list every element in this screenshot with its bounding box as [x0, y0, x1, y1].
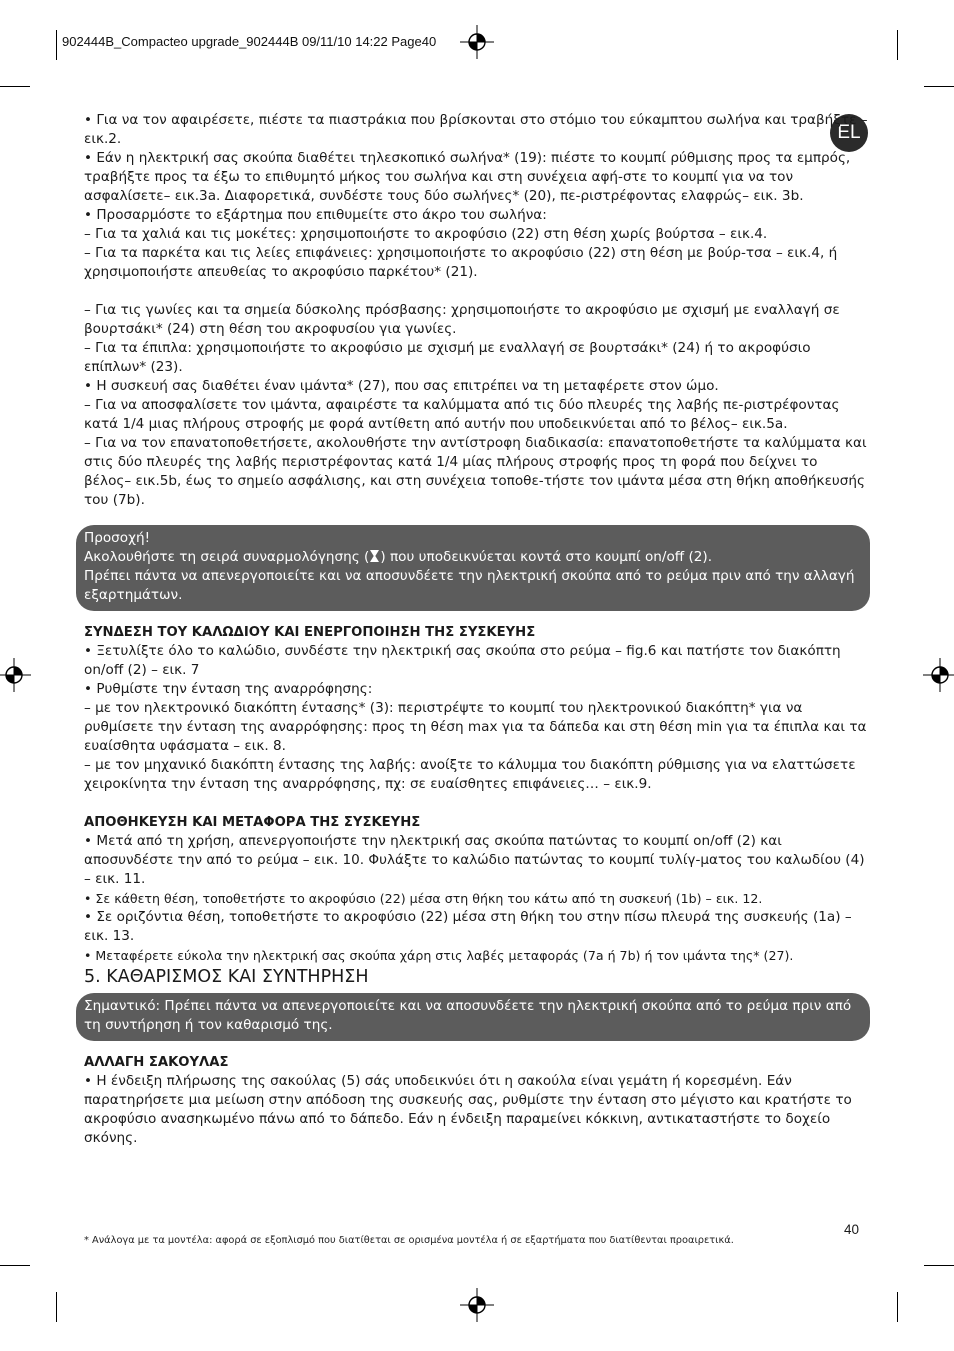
- crop-mark: [897, 30, 898, 60]
- warning-line: Ακολουθήστε τη σειρά συναρμολόγησης ( ) που υποδεικνύεται κοντά στο κουμπί on/off (2).: [84, 549, 713, 565]
- section-heading: ΑΠΟΘΗΚΕΥΣΗ ΚΑΙ ΜΕΤΑΦΟΡΑ ΤΗΣ ΣΥΣΚΕΥΗΣ: [84, 815, 421, 830]
- paragraph: • Ξετυλίξτε όλο το καλώδιο, συνδέστε την ηλεκτρική σας σκούπα στο ρεύμα – fig.6 και πατήστε τον διακόπτη on/off (2) – εικ. 7: [84, 643, 841, 678]
- paragraph: – Για τα έπιπλα: χρησιμοποιήστε το ακροφύσιο με σχισμή με εναλλαγή σε βουρτσάκι* (24) ή το ακροφύσιο επίπλων* (23).: [84, 340, 811, 375]
- footnote: * Ανάλογα με τα μοντέλα: αφορά σε εξοπλισμό που διατίθεται σε ορισμένα μοντέλα ή σε εξαρτήματα που διατίθενται προαιρετικά.: [84, 1235, 734, 1246]
- registration-mark-icon: [923, 658, 954, 692]
- paragraph: • Η ένδειξη πλήρωσης της σακούλας (5) σάς υποδεικνύει ότι η σακούλα είναι γεμάτη ή κορεσμένη. Εάν παρατηρήσετε μια μείωση στην απόδοση της συσκευής σας, ρυθμίστε την ένταση στο μέγιστο και κρατήστε το ακροφύσιο ανασηκωμένο πάνω από το δάπεδο. Εάν η ένδειξη παραμείνει κόκκινη, αντικαταστήστε το δοχείο σκόνης.: [84, 1073, 852, 1146]
- paragraph: – με τον ηλεκτρονικό διακόπτη έντασης* (3): περιστρέψτε το κουμπί του ηλεκτρονικού διακόπτη* για να ρυθμίσετε την ένταση της αναρρόφησης: προς τη θέση max για τα δάπεδα και στη θέση min για τα έπιπλα και τα ευαίσθητα υφάσματα – εικ. 8.: [84, 700, 867, 754]
- warning-box: [76, 525, 870, 611]
- registration-mark-icon: [460, 25, 494, 59]
- notice-text: Σημαντικό: Πρέπει πάντα να απενεργοποιείτε και να αποσυνδέετε την ηλεκτρική σκούπα από το ρεύμα πριν από τη συντήρηση ή τον καθαρισμό της.: [84, 998, 852, 1033]
- paragraph: • Ρυθμίστε την ένταση της αναρρόφησης:: [84, 681, 373, 697]
- paragraph: • Για να τον αφαιρέσετε, πιέστε τα πιαστράκια που βρίσκονται στο στόμιο του εύκαμπτου σωλήνα και τραβήξτε – εικ.2.: [84, 112, 868, 147]
- section-heading: ΣΥΝΔΕΣΗ ΤΟΥ ΚΑΛΩΔΙΟΥ ΚΑΙ ΕΝΕΡΓΟΠΟΙΗΣΗ ΤΗΣ ΣΥΣΚΕΥΗΣ: [84, 625, 536, 640]
- language-badge: EL: [830, 114, 868, 152]
- hourglass-icon: [370, 550, 379, 562]
- crop-mark: [56, 30, 57, 60]
- crop-mark: [924, 86, 954, 87]
- paragraph: • Σε κάθετη θέση, τοποθετήστε το ακροφύσιο (22) μέσα στη θήκη του κάτω από τη συσκευή (1b) – εικ. 12.: [84, 891, 763, 906]
- paragraph: • Μετά από τη χρήση, απενεργοποιήστε την ηλεκτρική σας σκούπα πατώντας το κουμπί on/off (2) και αποσυνδέστε την από το ρεύμα – εικ. 10. Φυλάξτε το καλώδιο πατώντας το κουμπί τυλίγ-ματος του καλωδίου (4) – εικ. 11.: [84, 833, 865, 887]
- crop-mark: [897, 1292, 898, 1322]
- registration-mark-icon: [460, 1288, 494, 1322]
- page-body: [84, 111, 868, 1148]
- paragraph: • Η συσκευή σας διαθέτει έναν ιμάντα* (27), που σας επιτρέπει να τη μεταφέρετε στον ώμο.: [84, 378, 719, 394]
- registration-mark-icon: [0, 658, 31, 692]
- page-number: 40: [844, 1222, 860, 1237]
- section-heading: ΑΛΛΑΓΗ ΣΑΚΟΥΛΑΣ: [84, 1055, 229, 1070]
- paragraph: • Σε οριζόντια θέση, τοποθετήστε το ακροφύσιο (22) μέσα στη θήκη του στην πίσω πλευρά της συσκευής (1a) – εικ. 13.: [84, 909, 852, 944]
- crop-mark: [56, 1292, 57, 1322]
- warning-title: Προσοχή!: [84, 530, 151, 546]
- paragraph: – Για να αποσφαλίσετε τον ιμάντα, αφαιρέστε τα καλύμματα από τις δύο πλευρές της λαβής πε-ριστρέφοντας κατά 1/4 μιας πλήρους στροφής με φορά αντίθετη από αυτήν που υποδεικνύεται από το βέλος– εικ.5a.: [84, 397, 840, 432]
- warning-line: Πρέπει πάντα να απενεργοποιείτε και να αποσυνδέετε την ηλεκτρική σκούπα από το ρεύμα πριν από την αλλαγή εξαρτημάτων.: [84, 568, 855, 603]
- crop-mark: [0, 1265, 30, 1266]
- crop-mark: [0, 86, 30, 87]
- paragraph: – Για τα παρκέτα και τις λείες επιφάνειες: χρησιμοποιήστε το ακροφύσιο (22) στη θέση με βούρ-τσα – εικ.4, ή χρησιμοποιήστε απευθείας το ακροφύσιο παρκέτου* (21).: [84, 245, 838, 280]
- paragraph: – με τον μηχανικό διακόπτη έντασης της λαβής: ανοίξτε το κάλυμμα του διακόπτη ρύθμισης για να ελαττώσετε χειροκίνητα την ένταση της αναρρόφησης, πχ: σε ευαίσθητες επιφάνειες… – εικ.9.: [84, 757, 856, 792]
- paragraph: • Εάν η ηλεκτρική σας σκούπα διαθέτει τηλεσκοπικό σωλήνα* (19): πιέστε το κουμπί ρύθμισης προς τα εμπρός, τραβήξτε προς τα έξω το επιθυμητό μήκος του σωλήνα και στη συνέχεια αφή-στε το κουμπί για να τον ασφαλίσετε– εικ.3a. Διαφορετικά, συνδέστε τους δύο σωλήνες* (20), πε-ριστρέφοντας ελαφρώς– εικ. 3b.: [84, 150, 851, 204]
- paragraph: – Για να τον επανατοποθετήσετε, ακολουθήστε την αντίστροφη διαδικασία: επανατοποθετήστε τα καλύμματα και στις δύο πλευρές της λαβής περιστρέφοντας κατά 1/4 μίας πλήρους στροφής προς τη φορά που δείχνει το βέλος– εικ.5b, έως το σημείο ασφάλισης, και στη συνέχεια τοποθε-τήστε τον ιμάντα μέσα στη θήκη αποθήκευσής του (7b).: [84, 435, 867, 508]
- crop-mark: [924, 1265, 954, 1266]
- print-slug: 902444B_Compacteo upgrade_902444B 09/11/10 14:22 Page40: [62, 34, 437, 49]
- paragraph: – Για τα χαλιά και τις μοκέτες: χρησιμοποιήστε το ακροφύσιο (22) στη θέση χωρίς βούρτσα – εικ.4.: [84, 226, 768, 242]
- paragraph: • Προσαρμόστε το εξάρτημα που επιθυμείτε στο άκρο του σωλήνα:: [84, 207, 547, 223]
- paragraph: – Για τις γωνίες και τα σημεία δύσκολης πρόσβασης: χρησιμοποιήστε το ακροφύσιο με σχισμή με εναλλαγή σε βουρτσάκι* (24) στη θέση του ακροφυσίου για γωνίες.: [84, 302, 840, 337]
- paragraph: • Μεταφέρετε εύκολα την ηλεκτρική σας σκούπα χάρη στις λαβές μεταφοράς (7a ή 7b) ή τον ιμάντα της* (27).: [84, 948, 794, 963]
- notice-box: [76, 993, 870, 1041]
- section-title: 5. ΚΑΘΑΡΙΣΜΟΣ ΚΑΙ ΣΥΝΤΗΡΗΣΗ: [84, 967, 369, 987]
